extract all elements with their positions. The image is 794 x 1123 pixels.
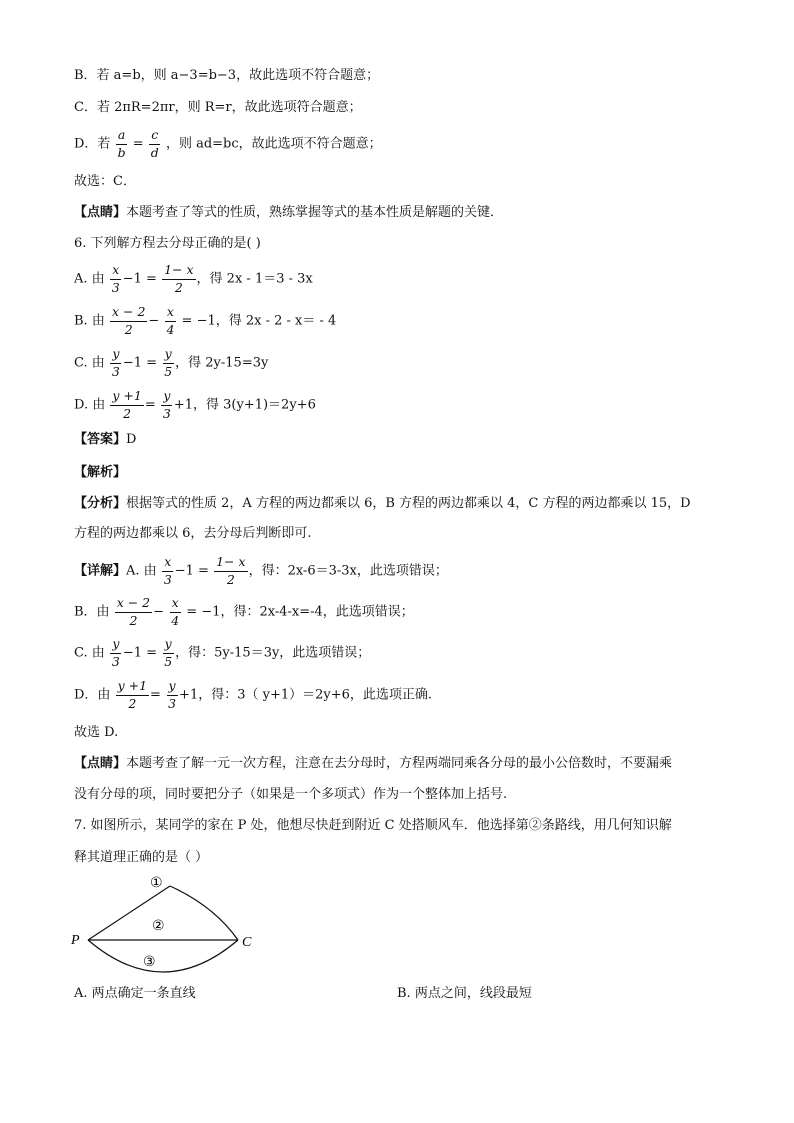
q6-detail-c: C. 由 $\frac{y}{3}$ −1 = $\frac{y}{5}$ ，得：5y-15＝3y，此选项错误； xyxy=(74,636,371,669)
fraction: $\frac{1- x}{2}$ xyxy=(164,262,194,295)
prev-option-b: B．若 a=b，则 a−3=b−3，故此选项不符合题意； xyxy=(74,68,380,83)
q6-comment-line1: 【点睛】本题考查了解一元一次方程，注意在去分母时，方程两端同乘各分母的最小公倍数时，不要漏乘 xyxy=(74,756,673,771)
q6-detail-d: D．由 $\frac{y +1}{2}$ = $\frac{y}{3}$ +1，得：3（ y+1）＝2y+6，此选项正确. xyxy=(74,678,433,711)
q6-option-b: B. 由 $\frac{x - 2}{2}$ − $\frac{x}{4}$ = −1，得 2x - 2 - x＝ - 4 xyxy=(74,304,337,337)
q6-analysis-tag: 【解析】 xyxy=(74,465,127,480)
fraction: $\frac{x}{4}$ xyxy=(171,595,180,628)
fraction: $\frac{y}{5}$ xyxy=(164,346,173,379)
route-1-arc xyxy=(170,886,238,940)
prev-comment: 【点睛】本题考查了等式的性质，熟练掌握等式的基本性质是解题的关键． xyxy=(74,205,504,220)
q7-option-b: B. 两点之间，线段最短 xyxy=(397,986,532,1001)
prev-option-c: C．若 2πR=2πr，则 R=r，故此选项符合题意； xyxy=(74,100,362,115)
fraction: $\frac{y}{3}$ xyxy=(162,388,171,421)
fraction: $\frac{y +1}{2}$ xyxy=(117,678,148,711)
route-figure xyxy=(64,868,264,978)
point-c-label: C xyxy=(242,935,252,950)
fraction: $\frac{y}{3}$ xyxy=(111,636,120,669)
q6-option-d: D. 由 $\frac{y +1}{2}$ = $\frac{y}{3}$ +1，得 3(y+1)＝2y+6 xyxy=(74,388,316,421)
route-2-label: ② xyxy=(152,918,165,934)
fraction: $\frac{x}{4}$ xyxy=(166,304,175,337)
q7-stem-line1: 7. 如图所示，某同学的家在 P 处，他想尽快赶到附近 C 处搭顺风车．他选择第②条路线，用几何知识解 xyxy=(74,818,672,833)
q6-option-a: A. 由 $\frac{x}{3}$ −1 = $\frac{1- x}{2}$ ，得 2x - 1＝3 - 3x xyxy=(74,262,313,295)
q6-detail-b: B．由 $\frac{x - 2}{2}$ − $\frac{x}{4}$ = −1，得：2x-4-x=-4，此选项错误； xyxy=(74,595,414,628)
fraction: $\frac{y +1}{2}$ xyxy=(112,388,142,421)
fraction: $\frac{x - 2}{2}$ xyxy=(111,304,146,337)
fraction: $\frac{x}{3}$ xyxy=(111,262,120,295)
prev-answer: 故选：C． xyxy=(74,174,136,189)
route-3-arc xyxy=(88,940,238,972)
fraction: $\frac{1- x}{2}$ xyxy=(216,554,246,587)
q7-option-a: A. 两点确定一条直线 xyxy=(74,986,196,1001)
fraction: $\frac{x - 2}{2}$ xyxy=(116,595,151,628)
route-1-label: ① xyxy=(150,875,163,891)
fraction: $\frac{y}{3}$ xyxy=(168,678,177,711)
point-p-label: P xyxy=(71,933,80,948)
q6-stem: 6. 下列解方程去分母正确的是( ) xyxy=(74,236,261,251)
q6-fenxi-line1: 【分析】根据等式的性质 2，A 方程的两边都乘以 6，B 方程的两边都乘以 4，C 方程的两边都乘以 15，D xyxy=(74,496,691,511)
q6-detail-a: 【详解】A. 由 $\frac{x}{3}$ −1 = $\frac{1- x}{2}$ ，得：2x-6＝3-3x，此选项错误； xyxy=(74,554,448,587)
prev-option-d: D．若 $\frac{a}{b}$ = $\frac{c}{d}$ ，则 ad=bc，故此选项不符合题意； xyxy=(74,127,382,160)
fraction: $\frac{c}{d}$ xyxy=(150,127,159,160)
q6-answer: 【答案】D xyxy=(74,432,137,447)
q7-stem-line2: 释其道理正确的是（ ） xyxy=(74,850,209,865)
q6-choose: 故选 D. xyxy=(74,725,119,740)
fraction: $\frac{y}{3}$ xyxy=(111,346,120,379)
fraction: $\frac{a}{b}$ xyxy=(117,127,126,160)
q6-fenxi-line2: 方程的两边都乘以 6，去分母后判断即可. xyxy=(74,526,312,541)
q6-comment-line2: 没有分母的项，同时要把分子（如果是一个多项式）作为一个整体加上括号. xyxy=(74,787,508,802)
fraction: $\frac{y}{5}$ xyxy=(164,636,173,669)
route-3-label: ③ xyxy=(143,954,156,970)
fraction: $\frac{x}{3}$ xyxy=(163,554,172,587)
q6-option-c: C. 由 $\frac{y}{3}$ −1 = $\frac{y}{5}$ ，得 2y-15=3y xyxy=(74,346,269,379)
